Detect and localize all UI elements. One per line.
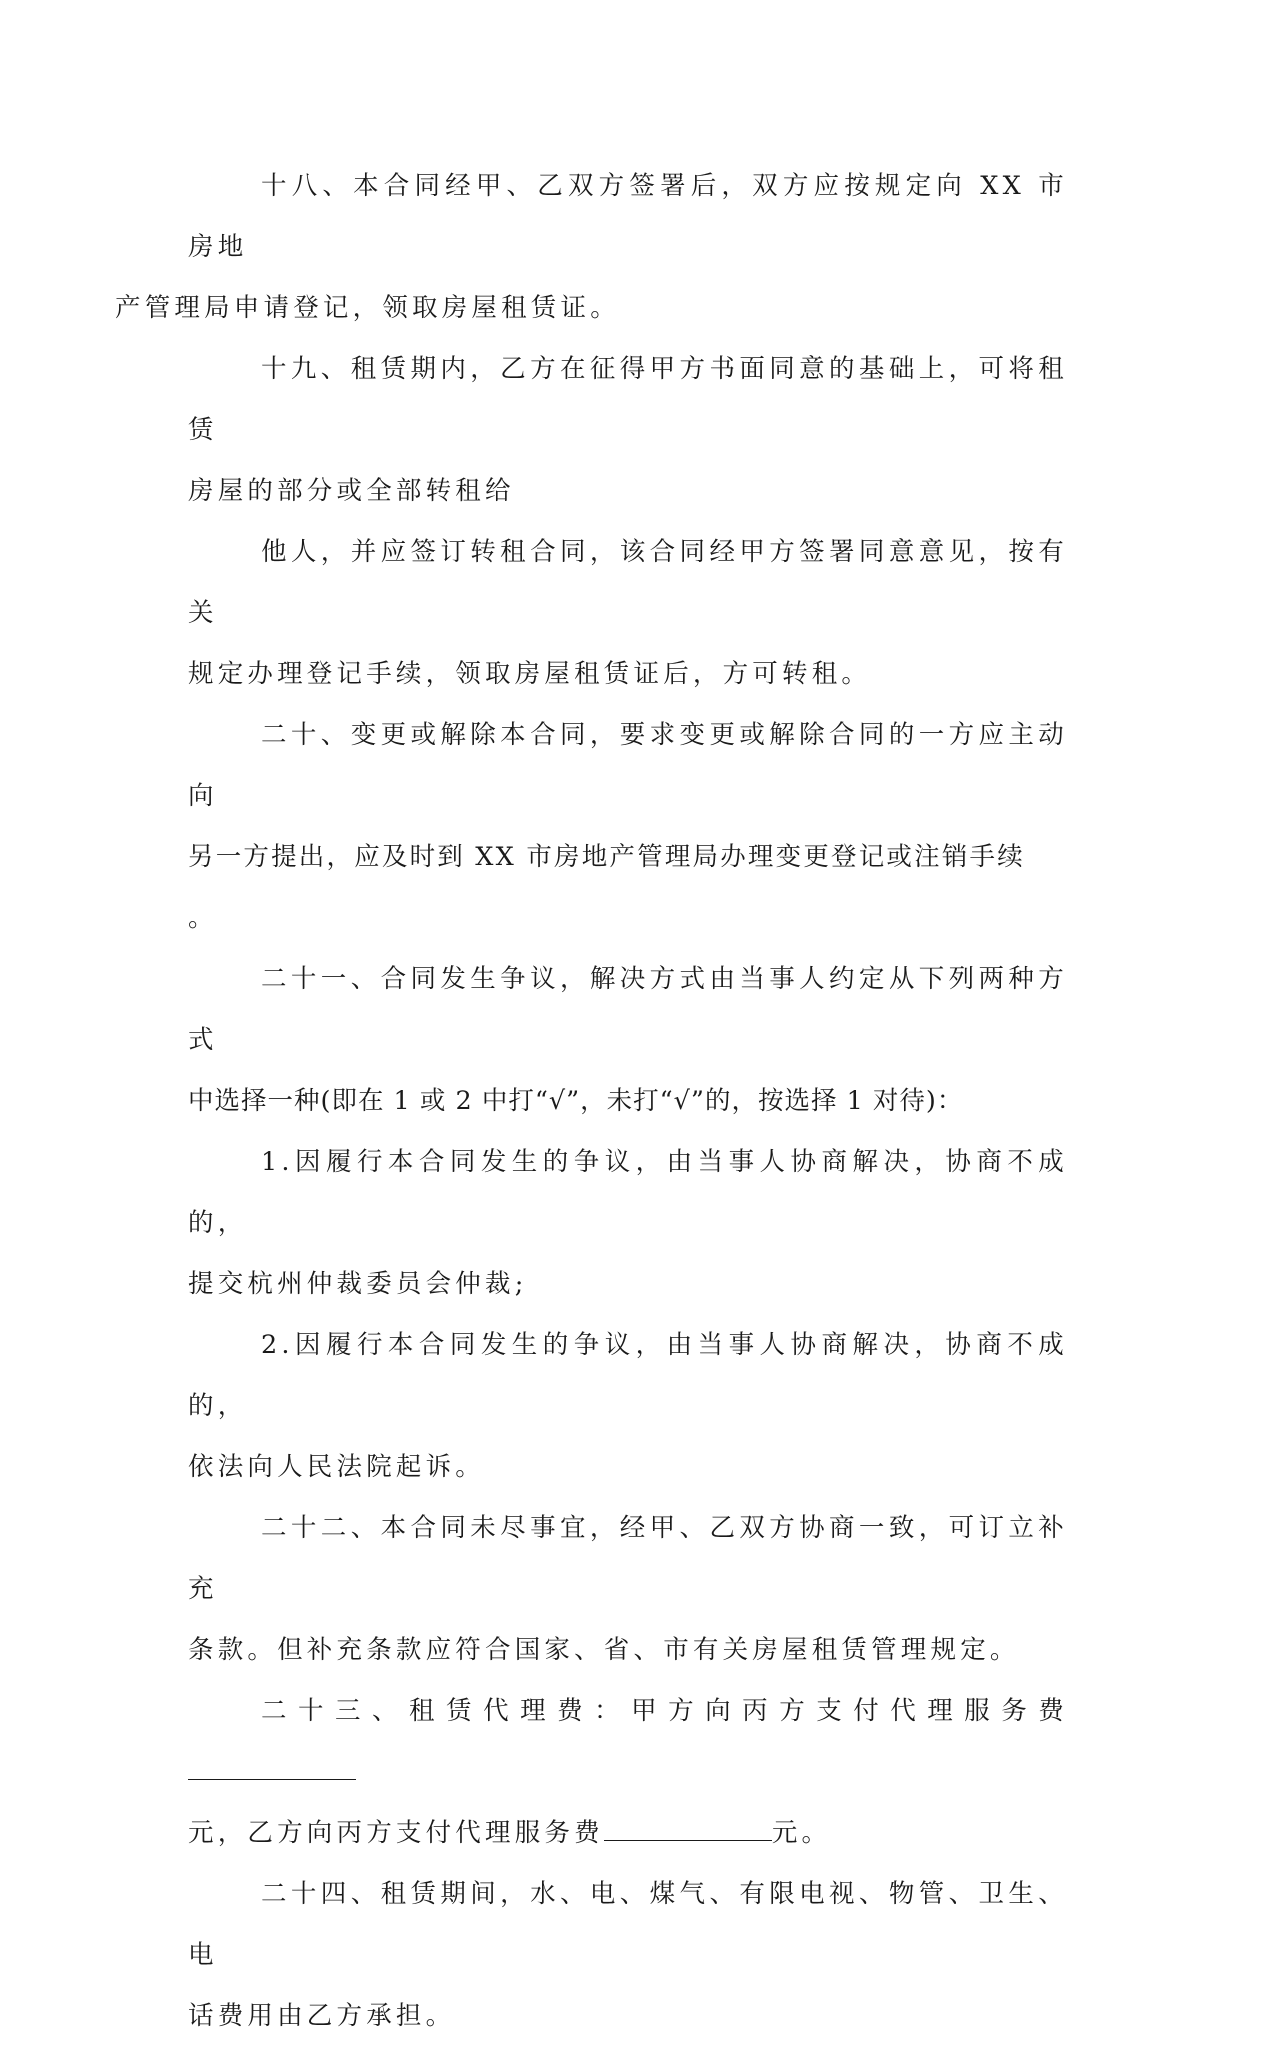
text-segment: 二十三、租赁代理费：甲方向丙方支付代理服务费: [261, 1696, 1068, 1726]
clause-23: [188, 1681, 1068, 1864]
text-segment: 元，乙方向丙方支付代理服务费: [188, 1818, 604, 1848]
clause-19-part1: [188, 339, 1068, 522]
text-line: 房屋的部分或全部转租给: [188, 476, 515, 506]
text-line: 依法向人民法院起诉。: [188, 1452, 486, 1482]
text-line: [188, 1681, 1068, 1803]
fee-blank-party-a[interactable]: [188, 1757, 356, 1780]
text-line: 。: [188, 903, 218, 933]
clause-20: [188, 705, 1068, 949]
clause-22: [188, 1498, 1068, 1681]
clause-18: [115, 156, 1068, 339]
text-line: 十九、租赁期内，乙方在征得甲方书面同意的基础上，可将租赁: [188, 354, 1068, 445]
text-line: 话费用由乙方承担。: [188, 2001, 456, 2031]
text-line: 十八、本合同经甲、乙双方签署后，双方应按规定向 XX 市房地: [188, 171, 1068, 262]
text-line: 他人，并应签订转租合同，该合同经甲方签署同意意见，按有关: [188, 537, 1068, 628]
clause-21-option-2: [188, 1315, 1068, 1498]
text-line: 另一方提出，应及时到 XX 市房地产管理局办理变更登记或注销手续: [188, 842, 1025, 872]
text-line: 二十四、租赁期间，水、电、煤气、有限电视、物管、卫生、电: [188, 1879, 1068, 1970]
text-line: 条款。但补充条款应符合国家、省、市有关房屋租赁管理规定。: [188, 1635, 1020, 1665]
text-line: 二十一、合同发生争议，解决方式由当事人约定从下列两种方式: [188, 964, 1068, 1055]
text-line: 2.因履行本合同发生的争议，由当事人协商解决，协商不成的，: [188, 1330, 1068, 1421]
text-line: 中选择一种(即在 1 或 2 中打“√”，未打“√”的，按选择 1 对待)：: [188, 1086, 964, 1116]
text-line: [115, 1803, 1068, 1864]
text-line: 二十、变更或解除本合同，要求变更或解除合同的一方应主动向: [188, 720, 1068, 811]
contract-text-body: [115, 156, 1068, 2047]
text-line: 产管理局申请登记，领取房屋租赁证。: [115, 293, 620, 323]
clause-24: [188, 1864, 1068, 2047]
fee-blank-party-b[interactable]: [604, 1818, 772, 1841]
text-line: 二十二、本合同未尽事宜，经甲、乙双方协商一致，可订立补充: [188, 1513, 1068, 1604]
text-segment: 元。: [771, 1818, 832, 1848]
clause-19-part2: [188, 522, 1068, 705]
text-line: 1.因履行本合同发生的争议，由当事人协商解决，协商不成的，: [188, 1147, 1068, 1238]
clause-21-option-1: [188, 1132, 1068, 1315]
text-line: 提交杭州仲裁委员会仲裁;: [188, 1269, 528, 1299]
clause-21: [188, 949, 1068, 1132]
text-line: 规定办理登记手续，领取房屋租赁证后，方可转租。: [188, 659, 872, 689]
